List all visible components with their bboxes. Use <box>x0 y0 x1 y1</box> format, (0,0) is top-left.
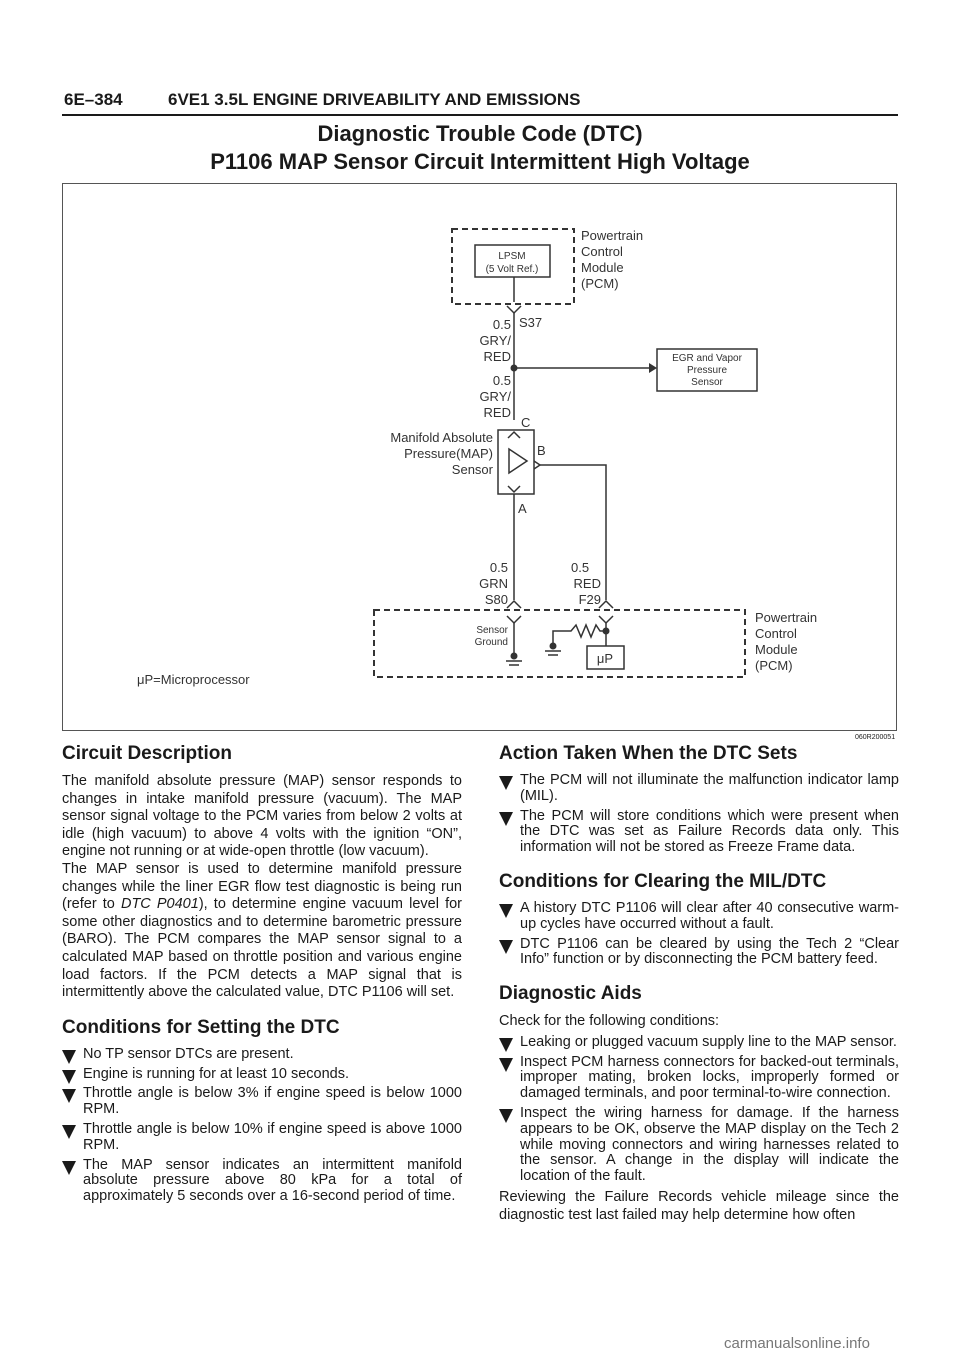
figure-code: 060R200051 <box>855 734 896 741</box>
watermark: carmanualsonline.info <box>724 1335 870 1352</box>
diagnostic-aids-list <box>499 1035 899 1185</box>
wire1-label-2: GRY/ <box>479 333 511 348</box>
pcm-bottom-label-2: Control <box>755 626 797 641</box>
title-line-2: P1106 MAP Sensor Circuit Intermittent High Voltage <box>210 149 750 174</box>
map-label-1: Manifold Absolute <box>390 430 493 445</box>
circuit-description-para-1: The manifold absolute pressure (MAP) sensor responds to changes in intake manifold pressure (vacuum). The MAP sensor signal voltage to the PCM varies from below 2 volts at idle (high vacuum) to above 4 volts with the ignition “ON”, engine not running or at wide-open throttle (low vacuum). <box>62 773 462 860</box>
connector-s37 <box>507 306 521 313</box>
bullet-icon <box>499 812 513 826</box>
bullet-icon <box>499 1038 513 1052</box>
pcm-top-label-1: Powertrain <box>581 228 644 243</box>
diagnostic-aids-heading: Diagnostic Aids <box>499 983 642 1005</box>
connector-s80 <box>507 601 521 608</box>
dtc-reference: DTC P0401 <box>120 896 199 913</box>
map-sensor-box <box>498 430 534 494</box>
wire-grn-label-2: GRN <box>479 576 508 591</box>
connector-f29 <box>599 601 613 608</box>
list-item: Leaking or plugged vacuum supply line to the MAP sensor. <box>499 1035 899 1051</box>
wire-red-label-1: 0.5 <box>571 560 590 575</box>
bullet-icon <box>62 1125 76 1139</box>
pcm-bottom-box <box>374 610 745 677</box>
pcm-bottom-label-3: Module <box>755 642 798 657</box>
title-line-1: Diagnostic Trouble Code (DTC) <box>317 121 643 146</box>
conditions-setting-list <box>62 1047 462 1205</box>
header-rule <box>62 114 898 116</box>
egr-label-1: EGR and Vapor <box>672 353 742 364</box>
pcm-bottom-label-4: (PCM) <box>755 658 793 673</box>
pull-up-resistor <box>553 625 606 646</box>
diagnostic-aids-outro: Reviewing the Failure Records vehicle mileage since the diagnostic test last failed may help determine how often <box>499 1188 899 1223</box>
wire1-label-3: RED <box>483 349 511 364</box>
pcm-bottom-label-1: Powertrain <box>755 610 818 625</box>
microprocessor-label: μP <box>596 651 614 666</box>
conditions-clearing-heading: Conditions for Clearing the MIL/DTC <box>499 870 827 892</box>
wire1-label-1: 0.5 <box>492 317 511 332</box>
page-header <box>64 90 581 110</box>
right-column <box>499 742 899 1224</box>
action-taken-heading: Action Taken When the DTC Sets <box>499 743 798 764</box>
wire2-label-3: RED <box>483 405 511 420</box>
wiring-diagram <box>62 183 897 731</box>
pcm-top-label-2: Control <box>581 244 623 259</box>
list-item: Throttle angle is below 3% if engine speed is below 1000 RPM. <box>62 1086 462 1118</box>
map-label-2: Pressure(MAP) <box>404 446 493 461</box>
wire-red-label-2: RED <box>573 576 601 591</box>
wire-red-label-3: F29 <box>578 592 601 607</box>
circuit-description-para-2: The MAP sensor is used to determine manifold pressure changes while the liner EGR flow test diagnostic is being run (refer to DTC P0401), to determine engine vacuum level for some other diagnostics and to determine barometric pressure (BARO). The PCM compares the MAP sensor signal to a calculated MAP based on throttle position and various engine load factors. If the PCM detects a MAP signal that is intermittently above the calculated value, DTC P1106 will set. <box>62 860 462 1001</box>
list-item: The PCM will not illuminate the malfunction indicator lamp (MIL). <box>499 773 899 805</box>
wire-grn-label-3: S80 <box>484 592 508 607</box>
list-item: The MAP sensor indicates an intermittent manifold absolute pressure above 80 kPa for a total of approximately 5 seconds over a 16-second period of time. <box>62 1158 462 1205</box>
pin-a-label: A <box>518 501 527 516</box>
list-item: The PCM will store conditions which were present when the DTC was set as Failure Records data only. This information will not be stored as Freeze Frame data. <box>499 809 899 856</box>
bullet-icon <box>499 1058 513 1072</box>
map-sensor-symbol <box>509 449 527 473</box>
wire-grn-label-1: 0.5 <box>489 560 508 575</box>
list-item: A history DTC P1106 will clear after 40 consecutive warm-up cycles have occurred without a fault. <box>499 901 899 933</box>
sensor-ground-label-1: Sensor <box>476 625 508 636</box>
wire2-label-1: 0.5 <box>492 373 511 388</box>
egr-label-3: Sensor <box>691 377 723 388</box>
list-item: Engine is running for at least 10 seconds. <box>62 1067 462 1083</box>
lpsm-label-1: LPSM <box>498 251 526 262</box>
pcm-top-label-3: Module <box>581 260 624 275</box>
wiring-diagram-svg <box>63 184 898 732</box>
conditions-setting-heading: Conditions for Setting the DTC <box>62 1016 340 1038</box>
page-title <box>62 120 898 176</box>
circuit-description-heading: Circuit Description <box>62 743 232 764</box>
bullet-icon <box>499 776 513 790</box>
pin-b-label: B <box>537 443 546 458</box>
bullet-icon <box>62 1070 76 1084</box>
left-column <box>62 742 462 1209</box>
list-item: No TP sensor DTCs are present. <box>62 1047 462 1063</box>
bullet-icon <box>62 1161 76 1175</box>
action-taken-list <box>499 773 899 856</box>
section-title: 6VE1 3.5L ENGINE DRIVEABILITY AND EMISSIONS <box>168 90 581 109</box>
wire2-label-2: GRY/ <box>479 389 511 404</box>
bullet-icon <box>499 904 513 918</box>
sensor-ground-label-2: Ground <box>474 637 508 648</box>
map-label-3: Sensor <box>451 462 493 477</box>
pin-c-label: C <box>521 415 531 430</box>
list-item: Inspect PCM harness connectors for backed-out terminals, improper mating, broken locks, improperly formed or damaged terminals, and poor terminal-to-wire connection. <box>499 1055 899 1102</box>
egr-label-2: Pressure <box>686 365 728 376</box>
conditions-clearing-list <box>499 901 899 968</box>
pin-s37-label: S37 <box>519 315 543 330</box>
page-number: 6E–384 <box>64 90 123 109</box>
diagnostic-aids-intro: Check for the following conditions: <box>499 1013 720 1030</box>
bullet-icon <box>499 940 513 954</box>
list-item: Throttle angle is below 10% if engine speed is above 1000 RPM. <box>62 1122 462 1154</box>
bullet-icon <box>62 1089 76 1103</box>
bullet-icon <box>499 1109 513 1123</box>
lpsm-label-2: (5 Volt Ref.) <box>485 264 539 275</box>
pcm-top-label-4: (PCM) <box>581 276 619 291</box>
list-item: DTC P1106 can be cleared by using the Tech 2 “Clear Info” function or by disconnecting the PCM battery feed. <box>499 937 899 969</box>
bullet-icon <box>62 1050 76 1064</box>
microprocessor-legend: μP=Microprocessor <box>137 672 250 687</box>
list-item: Inspect the wiring harness for damage. If the harness appears to be OK, observe the MAP display on the Tech 2 while moving connectors and wiring harnesses related to the sensor. A change in the display will indicate the location of the fault. <box>499 1106 899 1185</box>
